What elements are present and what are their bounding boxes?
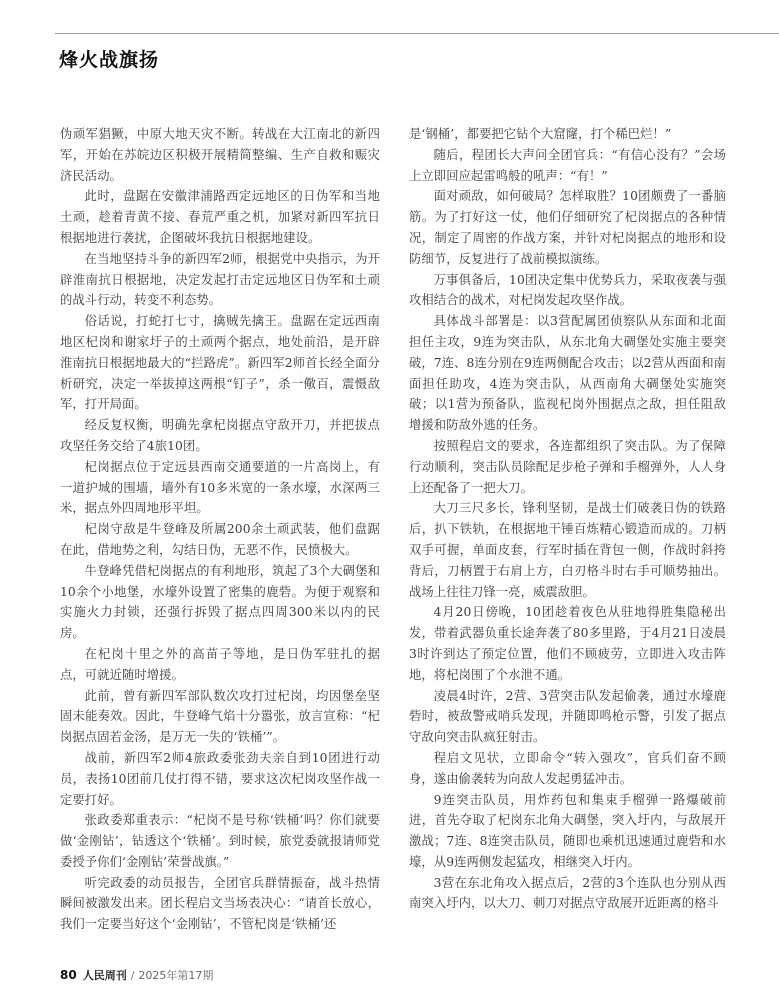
paragraph: 是‘钢桶’，都要把它钻个大窟窿，打个稀巴烂！” [409, 127, 672, 141]
paragraph: 此时，盘踞在安徽津浦路西定远地区的日伪军和当地土顽，趁着青黄不接、春荒严重之机，加紧对新四军抗日根据地进行袭扰，企图破坏我抗日根据地建设。 [60, 189, 380, 245]
paragraph: 战前，新四军2师4旅政委张劲夫亲自到10团进行动员，表扬10团前几仗打得不错，要求这次杞岗攻坚作战一定要打好。 [60, 750, 380, 807]
paragraph: 万事俱备后，10团决定集中优势兵力，采取夜袭与强攻相结合的战术，对杞岗发起攻坚作战。 [409, 272, 726, 308]
paragraph: 大刀三尺多长，锋利坚韧，是战士们破袭日伪的铁路后，扒下铁轨，在根据地干锤百炼精心锻造而成的。刀柄双手可握，单面皮套，行军时插在背包一侧，作战时斜挎背后，刀柄置于右肩上方，白刃格斗时右手可顺势抽出。战场上往往刀锋一亮，威震敌胆。 [409, 501, 726, 599]
paragraph: 牛登峰凭借杞岗据点的有利地形，筑起了3个大碉堡和10余个小地堡，水壕外设置了密集的鹿砦。为便于观察和实施火力封锁，还强行拆毁了据点四周300米以内的民房。 [60, 563, 380, 641]
paragraph: 此前，曾有新四军部队数次攻打过杞岗，均因堡垒坚固未能奏效。因此，牛登峰气焰十分嚣张，放言宣称：“杞岗据点固若金汤，是万无一失的‘铁桶’”。 [60, 688, 380, 745]
paragraph: 随后，程团长大声问全团官兵：“有信心没有？”会场上立即回应起雷鸣般的吼声：“有！” [409, 147, 726, 183]
paragraph: 伪顽军猖獗，中原大地天灾不断。转战在大江南北的新四军，开始在苏皖边区积极开展精简整编、生产自救和赈灾济民活动。 [60, 127, 380, 183]
paragraph: 凌晨4时许，2营、3营突击队发起偷袭，通过水壕鹿砦时，被敌警戒哨兵发现，并随即鸣枪示警，引发了据点守敌向突击队疯狂射击。 [409, 688, 726, 745]
footer-separator: / [130, 969, 135, 982]
paragraph: 程启文见状，立即命令“转入强攻”，官兵们奋不顾身，遂由偷袭转为向敌人发起勇猛冲击。 [409, 750, 726, 786]
paragraph: 9连突击队员，用炸药包和集束手榴弹一路爆破前进，首先夺取了杞岗东北角大碉堡，突入圩内，与敌展开激战；7连、8连突击队员，随即也乘机迅速通过鹿砦和水壕，从9连两侧发起猛攻，相继突入圩内。 [409, 792, 726, 869]
paragraph: 具体战斗部署是：以3营配属团侦察队从东面和北面担任主攻，9连为突击队，从东北角大碉堡处实施主要突破，7连、8连分别在9连两侧配合攻击；以2营从西面和南面担任助攻，4连为突击队，从西南角大碉堡处实施突破；以1营为预备队，监视杞岗外围据点之敌，担任阻敌增援和防敌外逃的任务。 [409, 314, 726, 433]
header-rule [55, 33, 779, 34]
paragraph: 俗话说，打蛇打七寸，擒贼先擒王。盘踞在定远西南地区杞岗和谢家圩子的土顽两个据点，地处前沿，是开辟淮南抗日根据地最大的“拦路虎”。新四军2师首长经全面分析研究，决定一举拔掉这两根“钉子”，杀一儆百，震慑敌军，打开局面。 [60, 314, 380, 412]
paragraph: 张政委郑重表示：“杞岗不是号称‘铁桶’吗？你们就要做‘金刚钻’，钻透这个‘铁桶’。到时候，旅党委就报请师党委授予你们‘金刚钻’荣誉战旗。” [60, 813, 380, 869]
issue-label: 2025年第17期 [138, 969, 214, 982]
paragraph: 杞岗守敌是牛登峰及所属200余土顽武装，他们盘踞在此，借地势之利，勾结日伪，无恶不作，民愤极大。 [60, 522, 380, 557]
paragraph: 杞岗据点位于定远县西南交通要道的一片高岗上，有一道护城的围墙，墙外有10多米宽的一条水壕，水深两三米，据点外四周地形平坦。 [60, 459, 380, 516]
paragraph: 在杞岗十里之外的高苗子等地，是日伪军驻扎的据点，可就近随时增援。 [60, 646, 380, 682]
paragraph: 经反复权衡，明确先拿杞岗据点守敌开刀，并把拔点攻坚任务交给了4旅10团。 [60, 418, 380, 453]
paragraph: 在当地坚持斗争的新四军2师，根据党中央指示，为开辟淮南抗日根据地，决定发起打击定远地区日伪军和土顽的战斗行动，转变不利态势。 [60, 251, 380, 308]
paragraph: 按照程启文的要求，各连都组织了突击队。为了保障行动顺利，突击队员除配足步枪子弹和手榴弹外，人人身上还配备了一把大刀。 [409, 438, 726, 495]
paragraph: 听完政委的动员报告，全团官兵群情振奋，战斗热情瞬间被激发出来。团长程启文当场表决心：“请首长放心，我们一定要当好这个‘金刚钻’，不管杞岗是‘铁桶’还 [60, 875, 380, 932]
right-text-column [409, 124, 726, 914]
page-footer [60, 967, 213, 983]
page-number: 80 [60, 968, 77, 982]
left-text-column [60, 124, 380, 935]
magazine-name: 人民周刊 [82, 969, 127, 982]
paragraph: 4月20日傍晚，10团趁着夜色从驻地得胜集隐秘出发，带着武器负重长途奔袭了80多里路，于4月21日凌晨3时许到达了预定位置，他们不顾疲劳，立即进入攻击阵地，将杞岗围了个水泄不通。 [409, 605, 726, 682]
paragraph: 3营在东北角攻入据点后，2营的3个连队也分别从西南突入圩内，以大刀、刺刀对据点守敌展开近距离的格斗 [409, 875, 726, 911]
section-title: 烽火战旗扬 [59, 49, 160, 71]
paragraph: 面对顽敌，如何破局？怎样取胜？10团颇费了一番脑筋。为了打好这一仗，他们仔细研究了杞岗据点的各种情况，制定了周密的作战方案，并针对杞岗据点的地形和设防细节，反复进行了战前模拟演练。 [409, 189, 726, 266]
